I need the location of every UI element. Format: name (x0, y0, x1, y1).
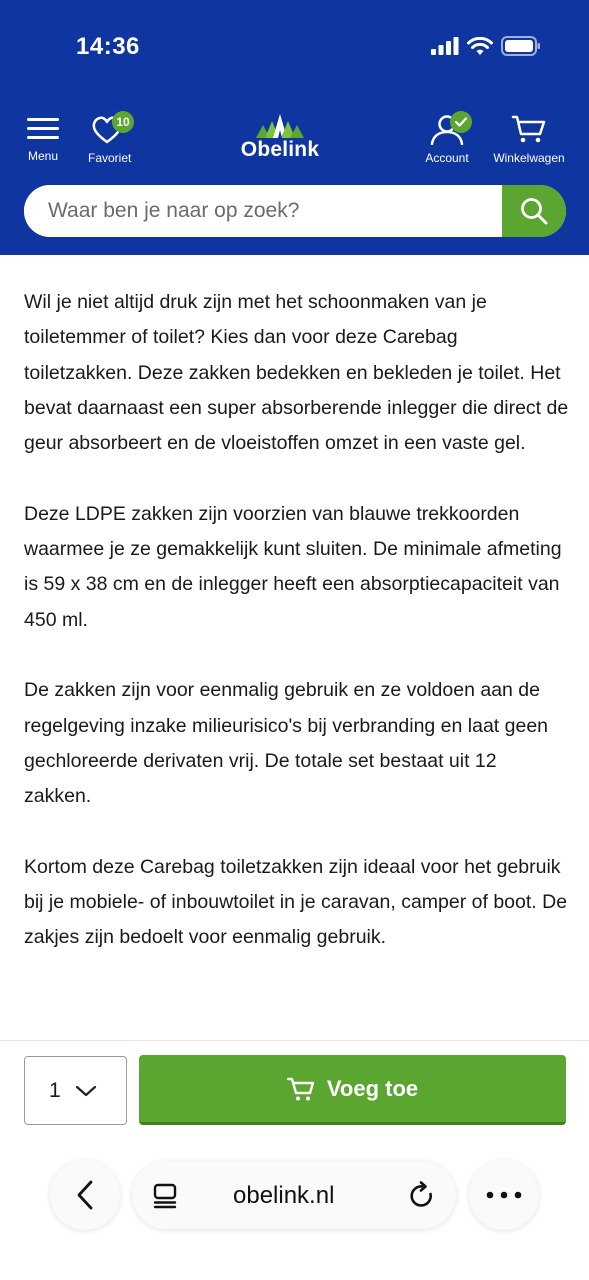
add-to-cart-button[interactable] (139, 1055, 566, 1125)
tab-list-icon (152, 1182, 180, 1210)
account-button[interactable] (423, 113, 471, 165)
browser-toolbar (0, 1140, 589, 1280)
cart-label: Winkelwagen (493, 151, 565, 165)
reload-icon[interactable] (408, 1181, 436, 1211)
cellular-signal-icon (431, 37, 459, 55)
chevron-down-icon (75, 1084, 97, 1098)
description-paragraph: Kortom deze Carebag toiletzakken zijn ideaal voor het gebruik bij je mobiele- of inbouwtoilet in je caravan, camper of boot. De zakjes zijn bedoelt voor eenmalig gebruik. (24, 855, 568, 949)
description-paragraph: De zakken zijn voor eenmalig gebruik en ze voldoen aan de regelgeving inzake milieurisico's bij verbranding en laat geen gechloreerde derivaten vrij. De totale set bestaat uit 12 zakken. (24, 679, 549, 808)
back-button[interactable] (50, 1160, 120, 1230)
search-icon (519, 196, 549, 226)
chevron-left-icon (75, 1179, 95, 1211)
menu-button[interactable] (26, 113, 60, 163)
obelink-logo[interactable] (230, 112, 330, 162)
battery-icon (501, 36, 541, 56)
address-bar[interactable] (132, 1161, 456, 1229)
quantity-value: 1 (49, 1078, 61, 1102)
site-header (0, 0, 589, 255)
hamburger-menu-icon (26, 113, 60, 143)
search-input[interactable] (24, 185, 502, 237)
favorites-count-badge: 10 (112, 111, 134, 133)
favorites-label: Favoriet (88, 151, 132, 165)
description-paragraph: Deze LDPE zakken zijn voorzien van blauwe trekkoorden waarmee je ze gemakkelijk kunt sluiten. De minimale afmeting is 59 x 38 cm en de inlegger heeft een absorptiecapaciteit van 450 ml. (24, 502, 562, 631)
account-check-icon (450, 111, 472, 133)
search-bar (24, 185, 566, 237)
menu-label: Menu (27, 149, 59, 163)
add-to-cart-bar (0, 1040, 589, 1140)
url-text: obelink.nl (233, 1182, 335, 1209)
favorites-button[interactable] (88, 113, 131, 165)
account-label: Account (425, 151, 469, 165)
logo-text: Obelink (240, 138, 320, 161)
search-button[interactable] (502, 185, 566, 237)
status-icons (431, 36, 541, 56)
status-time: 14:36 (76, 33, 140, 60)
product-description (24, 285, 569, 991)
add-to-cart-label: Voeg toe (326, 1075, 419, 1101)
shopping-cart-icon (287, 1076, 315, 1102)
quantity-select[interactable] (24, 1056, 127, 1125)
description-paragraph: Wil je niet altijd druk zijn met het schoonmaken van je toiletemmer of toilet? Kies dan voor deze Carebag toiletzakken. Deze zakken bedekken en bekleden je toilet. Het bevat daarnaast een super absorberende inlegger die direct de geur absorbeert en de vloeistoffen omzet in een vaste gel. (24, 291, 569, 455)
shopping-cart-icon (493, 113, 565, 145)
more-options-button[interactable] (469, 1160, 539, 1230)
wifi-icon (467, 37, 493, 56)
more-dots-icon (486, 1191, 522, 1199)
cart-button[interactable] (493, 113, 565, 165)
tents-logo-icon (254, 112, 306, 140)
